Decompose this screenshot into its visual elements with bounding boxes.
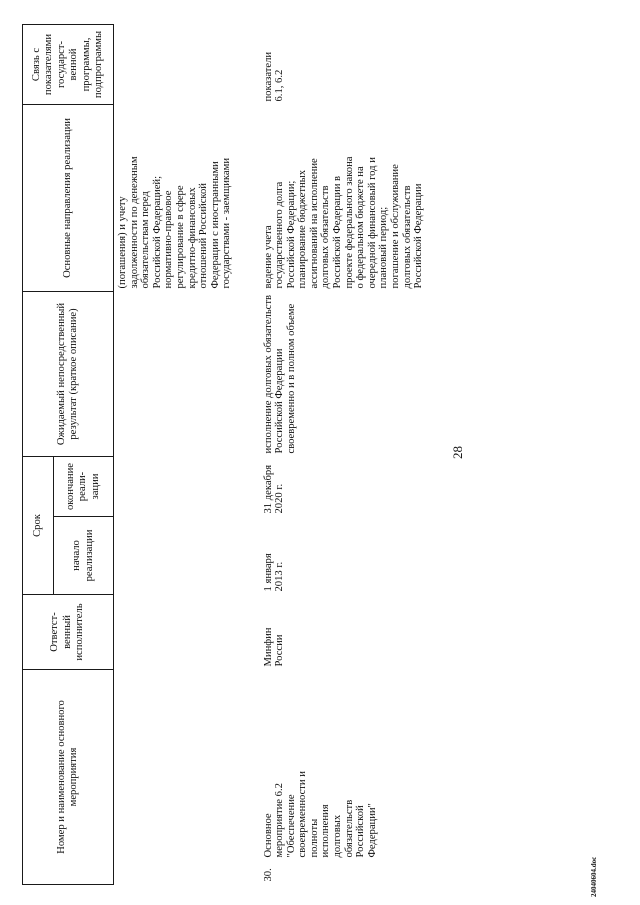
row30-end: 31 декабря 2020 г. bbox=[262, 464, 286, 514]
document-file-code: 24040604.doc bbox=[590, 856, 598, 897]
row30-expected-result: исполнение долговых обязательств Российской Федерации своевременно и в полном объеме bbox=[262, 294, 297, 454]
row30-number-name bbox=[260, 670, 427, 885]
header-end: окончание реали- зации bbox=[54, 457, 114, 517]
header-responsible: Ответст- венный исполнитель bbox=[23, 595, 114, 670]
header-link-indicators: Связь с показателями государст- венной программы, подпрограммы bbox=[23, 25, 114, 105]
table-row-30 bbox=[260, 25, 427, 885]
continuation-directions: (погашения) и учету задолженности по денежным обязательствам перед Российской Федерацией; нормативно-правовое регулирование в сфере кредитно-финансовых отношений Российской Федерации с иностранными государствами - заемщиками bbox=[117, 156, 233, 289]
header-start: начало реализации bbox=[54, 517, 114, 595]
header-deadline: Срок bbox=[23, 457, 54, 595]
row30-link-indicators: показатели 6.1, 6.2 bbox=[262, 51, 286, 102]
row30-responsible: Минфин России bbox=[262, 627, 286, 667]
table-row-continuation bbox=[114, 25, 260, 885]
row30-name: Основное мероприятие 6.2 "Обеспечение своевременности и полноты исполнения долговых обязательств Российской Федерации" bbox=[262, 771, 378, 858]
row30-directions: ведение учета государственного долга Российской Федерации; планирование бюджетных ассигнований на исполнение долговых обязательств Российской Федерации в проекте федерального закона о федеральном бюджете на очередной финансовый год и плановый период; погашение и обслуживание долговых обязательств Российской Федерации bbox=[262, 156, 425, 289]
activities-table bbox=[22, 24, 427, 885]
header-number-name: Номер и наименование основного мероприятия bbox=[23, 670, 114, 885]
header-expected-result: Ожидаемый непосредственный результат (краткое описание) bbox=[23, 292, 114, 457]
row30-start: 1 января 2013 г. bbox=[262, 553, 286, 592]
header-directions: Основные направления реализации bbox=[23, 105, 114, 292]
page-number: 28 bbox=[450, 446, 465, 459]
row30-number: 30. bbox=[262, 868, 274, 882]
